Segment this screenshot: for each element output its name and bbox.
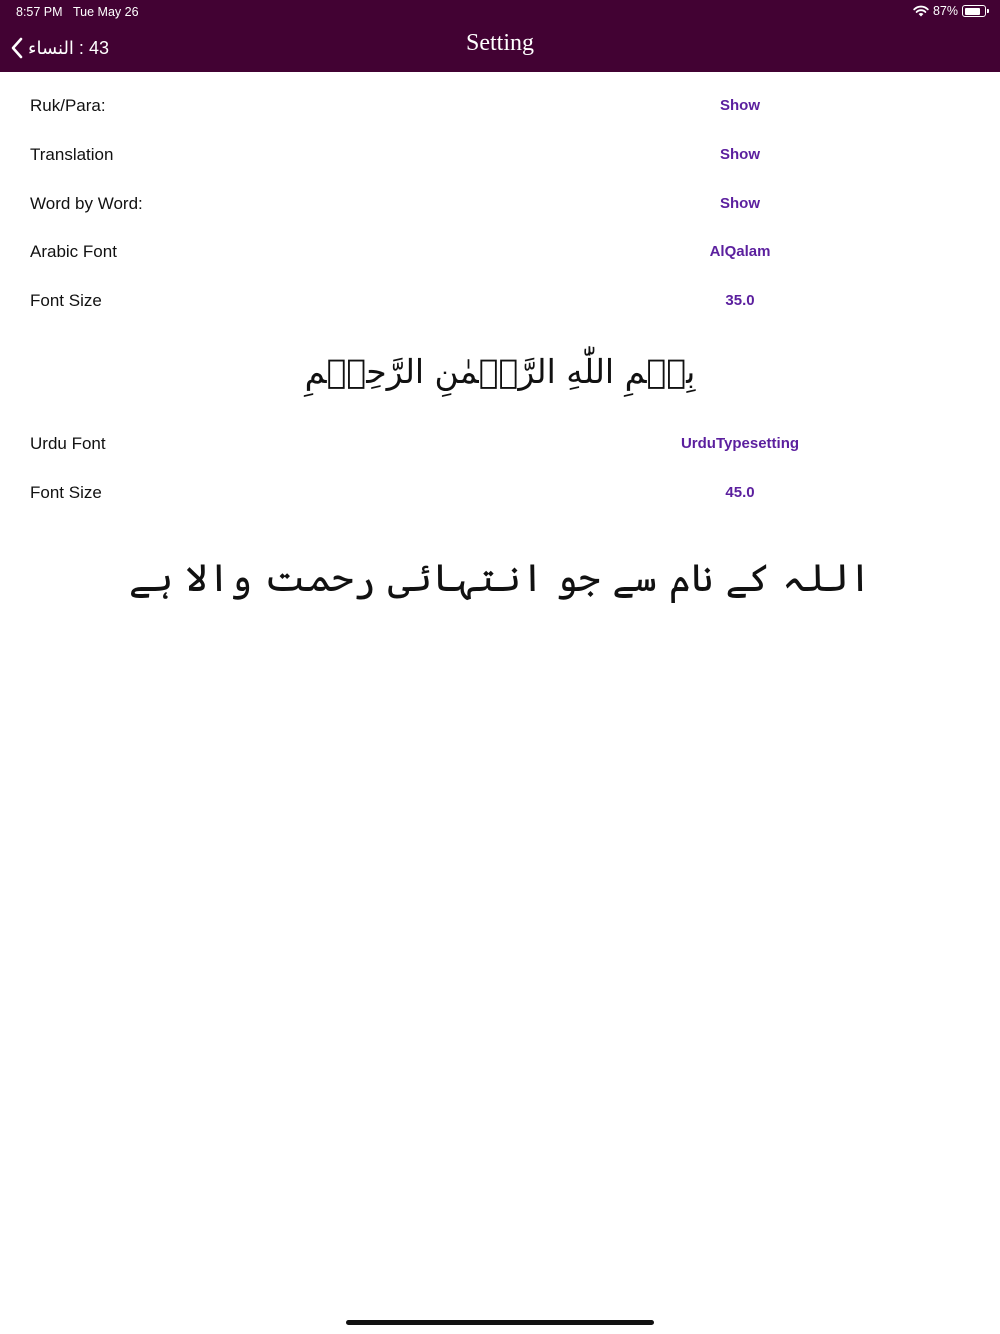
arabic-font-size-selector[interactable]: 35.0	[725, 292, 755, 309]
setting-label: Ruk/Para:	[30, 96, 106, 115]
wifi-icon	[913, 5, 929, 17]
status-indicators	[913, 4, 986, 18]
back-label: 43 : النساء	[28, 37, 109, 58]
word-by-word-toggle[interactable]: Show	[720, 195, 760, 212]
setting-label: Urdu Font	[30, 434, 106, 453]
arabic-font-selector[interactable]: AlQalam	[709, 243, 771, 260]
setting-label: Font Size	[30, 483, 102, 502]
setting-label: Arabic Font	[30, 242, 117, 261]
ruk-para-toggle[interactable]: Show	[720, 97, 760, 114]
status-date: Tue May 26	[72, 5, 139, 19]
status-bar	[0, 0, 1000, 24]
setting-row-ruk-para	[0, 86, 1000, 126]
arabic-font-preview: بِسۡمِ اللّٰهِ الرَّحۡمٰنِ الرَّحِيۡمِ	[304, 352, 696, 391]
setting-row-arabic-font-size	[0, 281, 1000, 321]
navigation-header	[0, 0, 1000, 72]
battery-icon	[962, 5, 986, 17]
setting-row-translation	[0, 135, 1000, 175]
battery-fill	[965, 8, 981, 15]
setting-label: Font Size	[30, 291, 102, 310]
status-time	[16, 5, 139, 19]
urdu-font-size-selector[interactable]: 45.0	[725, 484, 755, 501]
setting-row-urdu-font-size	[0, 473, 1000, 513]
urdu-font-preview: اللہ کے نام سے جو انتہائی رحمت والا ہے	[128, 556, 872, 600]
battery-cap	[987, 9, 989, 13]
setting-row-arabic-font	[0, 232, 1000, 272]
setting-row-word-by-word	[0, 184, 1000, 224]
setting-label: Translation	[30, 145, 114, 164]
setting-row-urdu-font	[0, 424, 1000, 464]
translation-toggle[interactable]: Show	[720, 146, 760, 163]
urdu-font-selector[interactable]: UrduTypesetting	[680, 435, 800, 452]
page-title: Setting	[465, 30, 534, 56]
setting-label: Word by Word:	[30, 194, 143, 213]
status-clock: 8:57 PM	[16, 5, 63, 19]
battery-percent: 87%	[932, 4, 958, 18]
home-indicator[interactable]	[346, 1320, 654, 1325]
